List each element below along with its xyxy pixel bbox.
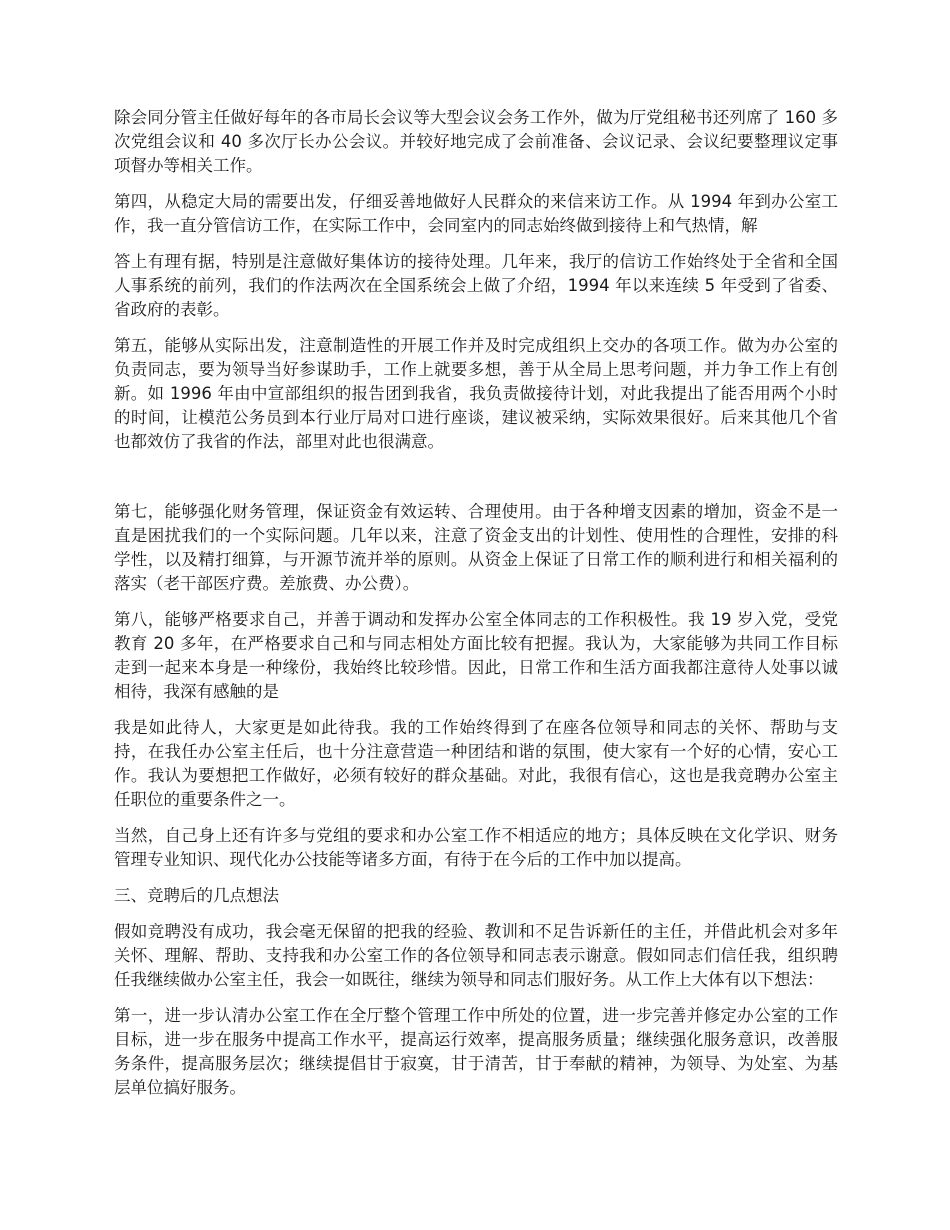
paragraph-first-plan: 第一，进一步认清办公室工作在全厅整个管理工作中所处的位置，进一步完善并修定办公室的工作目标，进一步在服务中提高工作水平，提高运行效率，提高服务质量；继续强化服务意识，改善服务条件，提高服务层次；继续提倡甘于寂寞，甘于清苦，甘于奉献的精神，为领导、为处室、为基层单位搞好服务。: [114, 1006, 838, 1097]
paragraph-fourth-continued: 答上有理有据，特别是注意做好集体访的接待处理。几年来，我厅的信访工作始终处于全省和全国人事系统的前列，我们的作法两次在全国系统会上做了介绍，1994 年以来连续 5 年受到了省委、省政府的表彰。: [114, 252, 838, 319]
document-body: [114, 106, 838, 1112]
paragraph-eighth-self-discipline: 第八，能够严格要求自己，并善于调动和发挥办公室全体同志的工作积极性。我 19 岁入党，受党教育 20 多年，在严格要求自己和与同志相处方面比较有把握。我认为，大家能够为共同工作目标走到一起来本身是一种缘份，我始终比较珍惜。因此，日常工作和生活方面我都注意待人处事以诚相待，我深有感触的是: [114, 610, 838, 701]
paragraph-fifth-initiative: 第五，能够从实际出发，注意制造性的开展工作并及时完成组织上交办的各项工作。做为办公室的负责同志，要为领导当好参谋助手，工作上就要多想，善于从全局上思考问题，并力争工作上有创新。如 1996 年由中宣部组织的报告团到我省，我负责做接待计划，对此我提出了能否用两个小时的时间，让模范公务员到本行业厅局对口进行座谈，建议被采纳，实际效果很好。后来其他几个省也都效仿了我省的作法，部里对此也很满意。: [114, 336, 838, 451]
paragraph-shortcomings: 当然，自己身上还有许多与党组的要求和办公室工作不相适应的地方；具体反映在文化学识、财务管理专业知识、现代化办公技能等诸多方面，有待于在今后的工作中加以提高。: [114, 826, 838, 869]
blank-gap: [114, 466, 838, 500]
paragraph-if-not-selected: 假如竞聘没有成功，我会毫无保留的把我的经验、教训和不足告诉新任的主任，并借此机会对多年关怀、理解、帮助、支持我和办公室工作的各位领导和同志表示谢意。假如同志们信任我，组织聘任我继续做办公室主任，我会一如既往，继续为领导和同志们服好务。从工作上大体有以下想法：: [114, 922, 838, 989]
paragraph-seventh-finance: 第七，能够强化财务管理，保证资金有效运转、合理使用。由于各种增支因素的增加，资金不是一直是困扰我们的一个实际问题。几年以来，注意了资金支出的计划性、使用性的合理性，安排的科学性，以及精打细算，与开源节流并举的原则。从资金上保证了日常工作的顺利进行和相关福利的落实（老干部医疗费。差旅费、办公费）。: [114, 502, 838, 593]
section-heading: 三、竞聘后的几点想法: [114, 886, 279, 905]
paragraph-eighth-continued: 我是如此待人，大家更是如此待我。我的工作始终得到了在座各位领导和同志的关怀、帮助与支持，在我任办公室主任后，也十分注意营造一种团结和谐的氛围，使大家有一个好的心情，安心工作。我认为要想把工作做好，必须有较好的群众基础。对此，我很有信心，这也是我竞聘办公室主任职位的重要条件之一。: [114, 718, 838, 809]
paragraph-fourth-petitions: 第四，从稳定大局的需要出发，仔细妥善地做好人民群众的来信来访工作。从 1994 年到办公室工作，我一直分管信访工作，在实际工作中，会同室内的同志始终做到接待上和气热情，解: [114, 192, 838, 235]
paragraph-meetings: 除会同分管主任做好每年的各市局长会议等大型会议会务工作外，做为厅党组秘书还列席了 160 多次党组会议和 40 多次厅长办公会议。并较好地完成了会前准备、会议记录、会议纪要整理议定事项督办等相关工作。: [114, 108, 838, 175]
